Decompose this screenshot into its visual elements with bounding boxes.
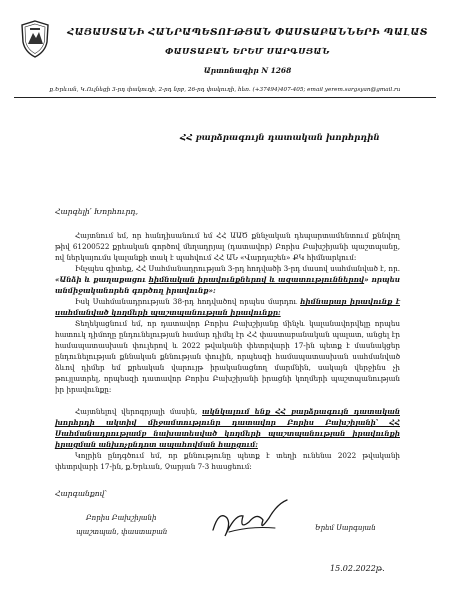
constitution-quote-end: » որպես անմիջականորեն գործող իրավունք»: xyxy=(55,275,401,295)
header-divider xyxy=(14,97,436,98)
paragraph-4: Տեղեկացնում եմ, որ դատավոր Բորիս Բախշիյանը մինչև կալանավորվելը որպես հատուկ դիմողը ընդունելության համար դիմել էր ՀՀ փաստաբանական պալատ, անցել էր համապատասխան փուլերով և 2022 թվականի փետրվարի 17-ին պետք է մասնակցեր ընդունելության քննական քննության փուլին, որպեսզի համապատասխան սահմանված ձևով դիմեր եմ քրեական վարույթ իրականացնող մարմնին, սակայն վերջինս չի թույլատրել, որպեսզի դատավոր Բորիս Բախշիյանի իրացնի կողմերի պաշտպանության իր իրավունքը: xyxy=(55,319,400,394)
closing: Հարգանքով՝ xyxy=(55,489,108,498)
paragraph-2-text: Ինչպես գիտեք, ՀՀ Սահմանադրության 3-րդ հոդվածի 3-րդ մասով սահմանված է, որ. xyxy=(75,264,400,273)
attorney-title: ՓԱՍՏԱԲԱՆ ԵՐԵՄ ՍԱՐԳՍՅԱՆ xyxy=(165,47,330,57)
handwritten-signature xyxy=(205,496,295,546)
letterhead xyxy=(0,0,450,108)
license-number: Արտոնագիր N 1268 xyxy=(203,66,292,75)
letter-date: 15.02.2022թ. xyxy=(330,564,385,573)
paragraph-3-text: Իսկ Սահմանադրության 38-րդ հոդվածով որպես մարդու xyxy=(75,297,301,306)
signer-name: Բորիս Բախշիյանի xyxy=(86,514,157,522)
contact-address: ք.Երևան, Կ.Ուլնեցի 3-րդ փակուղի, 2-րդ նրբ, 26-րդ փակուղի, հեռ. (+37494)407-405; email yerem.sargsyan@gmail.ru xyxy=(49,87,401,93)
attorney-name: Երեմ Սարգսյան xyxy=(315,524,376,532)
paragraph-6: Կոլրին ընդգծում եմ, որ քննությունը պետք է տեղի ունենա 2022 թվականի փետրվարի 17-ին, ք.Երևան, Չարյան 7-3 հասցեում: xyxy=(55,451,400,471)
bar-association-title: ՀԱՅԱՍՏԱՆԻ ՀԱՆՐԱՊԵՏՈՒԹՅԱՆ ՓԱՍՏԱԲԱՆՆԵՐԻ ՊԱԼԱՏ xyxy=(67,27,428,38)
signer-role: պաշտպան, փաստաբան xyxy=(76,528,168,536)
paragraph-2 xyxy=(55,263,400,296)
letter-body xyxy=(55,230,400,472)
constitution-quote-start: «Անձի և քաղաքացու xyxy=(55,275,149,284)
constitution-quote-emphasis: հիմնական իրավունքներով և ազատություններով xyxy=(148,275,365,284)
paragraph-3 xyxy=(55,296,400,318)
bar-association-logo xyxy=(20,20,50,58)
request-emphasis: ակնկալում ենք ՀՀ բարձրագույն դատական խորհրդի ակտիվ միջամտությունը դատավոր Բորիս Բախշիյանի՝ ՀՀ Սահմանադրությամբ նախատեսված կողմերի պաշտպանության իրավունքի իրացման անխոչընդոտ ապահովման հարցում: xyxy=(55,407,400,449)
salutation: Հարգելի՛ Խորհուրդ, xyxy=(55,207,139,216)
fundamental-right-emphasis: հիմնարար իրավունք է սահմանված կողմերի պաշտպանության իրավունքը: xyxy=(55,297,400,317)
paragraph-5-text: Հայտնելով վերոգրյալի մասին, xyxy=(75,407,203,416)
recipient: ՀՀ բարձրագույն դատական խորհրդին xyxy=(180,133,380,143)
paragraph-1: Հայտնում եմ, որ հանդիսանում եմ ՀՀ ԱԱԾ քննչական դեպարտամենտում քննվող թիվ 61200522 քրեական գործով մեղադրյալ (դատավոր) Բորիս Բախշիյանի պաշտպանը, ով ներկայումս կալանքի տակ է պահվում ՀՀ ԱՆ «Վարդաշեն» ՔԿ հիմնարկում: xyxy=(55,231,400,262)
paragraph-5 xyxy=(55,406,400,450)
